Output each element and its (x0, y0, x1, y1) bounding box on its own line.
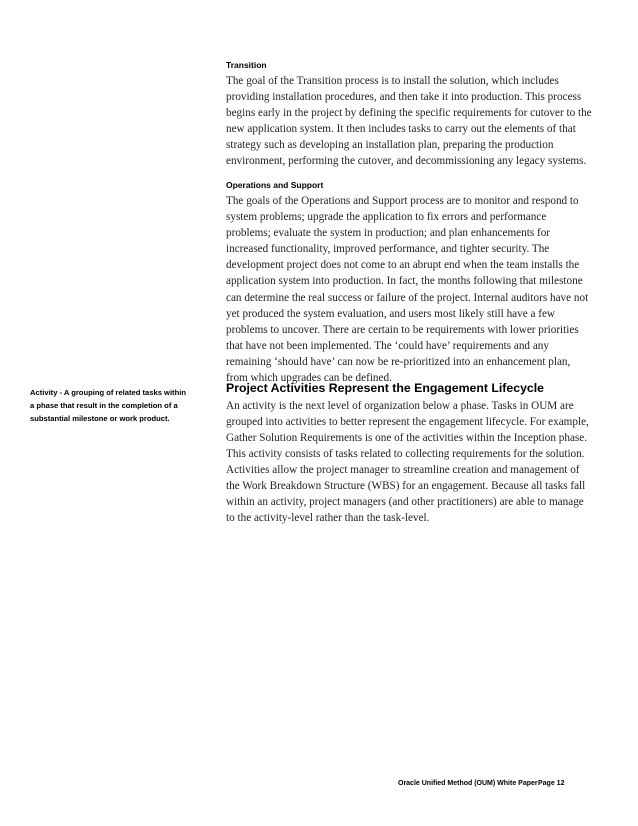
transition-heading: Transition (226, 60, 267, 70)
activities-paragraph-2: Activities allow the project manager to streamline creation and management of the Work Breakdown Structure (WBS) for an engagement. Because all tasks fall within an activity, project managers (and other practitioners) are able to manage to the activity-level rather than the task-level. (226, 464, 586, 525)
activities-heading: Project Activities Represent the Engagement Lifecycle (226, 381, 545, 395)
footer-document-title: Oracle Unified Method (OUM) White Paper (398, 780, 538, 787)
transition-body: The goal of the Transition process is to install the solution, which includes providing installation procedures, and then take it into production. This process begins early in the project by defining the specific requirements for cutover to the new application system. It then includes tasks to carry out the elements of that strategy such as developing an installation plan, preparing the production environment, performing the cutover, and decommissioning any legacy systems. (226, 75, 592, 168)
footer-page-number: Page 12 (538, 780, 565, 787)
activities-paragraph-1: An activity is the next level of organization below a phase. Tasks in OUM are grouped into activities to better represent the engagement lifecycle. For example, Gather Solution Requirements is one of the activities within the Inception phase. This activity consists of tasks related to collecting requirements for the solution. (226, 400, 589, 461)
operations-heading: Operations and Support (226, 180, 324, 190)
sidebar-definition-note: Activity - A grouping of related tasks within a phase that result in the completion of a substantial milestone or work product. (30, 388, 186, 424)
operations-body: The goals of the Operations and Support process are to monitor and respond to system problems; upgrade the application to fix errors and performance problems; evaluate the system in production; and plan enhancements for increased functionality, improved performance, and tighter security. The development project does not come to an abrupt end when the team installs the application system into production. In fact, the months following that milestone can determine the real success or failure of the project. Internal auditors have not yet produced the system evaluation, and users most likely still have a few problems to uncover. There are certain to be requirements with lower priorities that have not been implemented. The ‘could have’ requirements and any remaining ‘should have’ can now be re-prioritized into an enhancement plan, from which upgrades can be defined. (226, 195, 589, 385)
